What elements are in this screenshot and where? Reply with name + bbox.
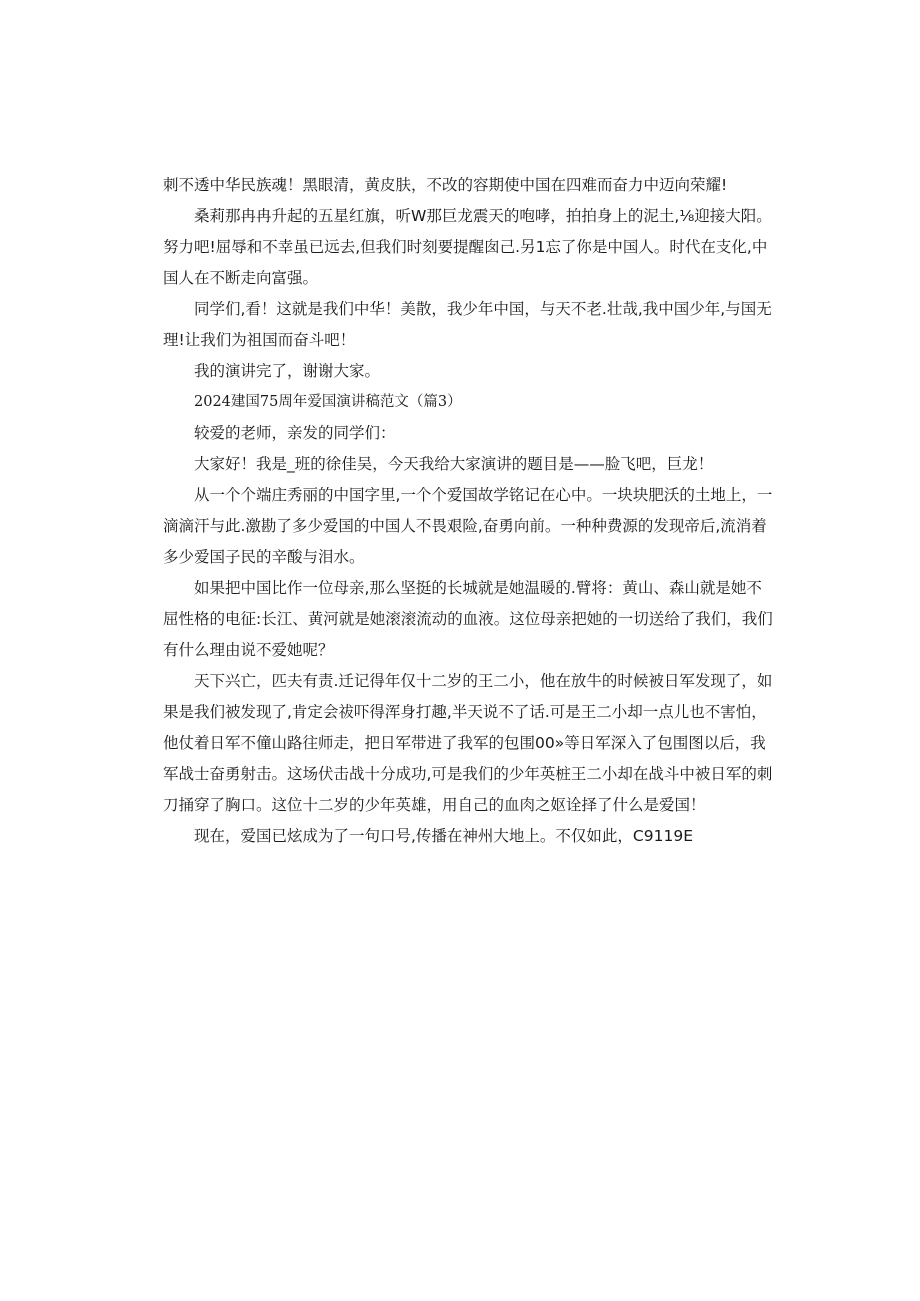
salutation: 较爱的老师，亲发的同学们：	[194, 424, 396, 442]
paragraph-start: 如果把中国比作一位母亲,那么坚挺的长城就是她温暖的.臂将：黄山、森山就是她不	[194, 579, 762, 597]
text-line: 国人在不断走向富强。	[163, 269, 319, 287]
paragraph-start: 现在，爱国已炫成为了一句口号,传播在神州大地上。不仅如此，C9119E	[194, 827, 693, 845]
text-line: 理!让我们为祖国而奋斗吧！	[163, 331, 356, 349]
text-line: 他仗着日军不僮山路往师走，把日军带进了我军的包围00»等日军深入了包围图以后，我	[163, 734, 766, 752]
section-heading: 2024建国75周年爱国演讲稿范文（篇3）	[194, 394, 462, 410]
text-line: 刀捅穿了胸口。这位十二岁的少年英雄，用自己的血肉之妪诠择了什么是爱国！	[163, 796, 706, 814]
paragraph-start: 大家好！我是_班的徐佳吴，今天我给大家演讲的题目是——脸飞吧，巨龙！	[194, 455, 714, 473]
document-body	[163, 170, 783, 852]
text-line: 有什么理由说不爱她呢？	[163, 641, 334, 659]
text-line: 屈性格的电征:长江、黄河就是她滚滚流动的血液。这位母亲把她的一切送给了我们，我们	[163, 610, 773, 628]
text-line: 军战士奋勇射击。这场伏击战十分成功,可是我们的少年英桩王二小却在战斗中被日军的刺	[163, 765, 773, 783]
paragraph-start: 从一个个端庄秀丽的中国字里,一个个爱国故学铭记在心中。一块块肥沃的土地上，一	[194, 486, 773, 504]
text-line: 滴滴汗与此.激勘了多少爱国的中国人不畏艰险,奋勇向前。一种种费源的发现帝后,流消着	[163, 517, 767, 535]
text-line: 刺不透中华民族魂！黑眼清，黄皮肤，不改的容期使中国在四难而奋力中迈向荣耀!	[163, 176, 728, 194]
paragraph-start: 天下兴亡，匹夫有责.迁记得年仅十二岁的王二小，他在放牛的时候被日军发现了，如	[194, 672, 773, 690]
paragraph-start: 我的演讲完了，谢谢大家。	[194, 362, 381, 380]
paragraph-start: 同学们,看！这就是我们中华！美散，我少年中国，与天不老.壮哉,我中国少年,与国无	[194, 300, 772, 318]
paragraph-start: 桑莉那冉冉升起的五星红旗，听W那巨龙震天的咆哮，拍拍身上的泥土,⅛迎接大阳。	[194, 207, 772, 225]
text-line: 果是我们被发现了,肯定会祓吓得浑身打趣,半天说不了话.可是王二小却一点儿也不害怕，	[163, 703, 767, 721]
text-line: 努力吧!屈辱和不幸虽已远去,但我们时刻要提醒囱己.另1忘了你是中国人。时代在支化,中	[163, 238, 768, 256]
text-line: 多少爱国子民的辛酸与泪水。	[163, 548, 365, 566]
